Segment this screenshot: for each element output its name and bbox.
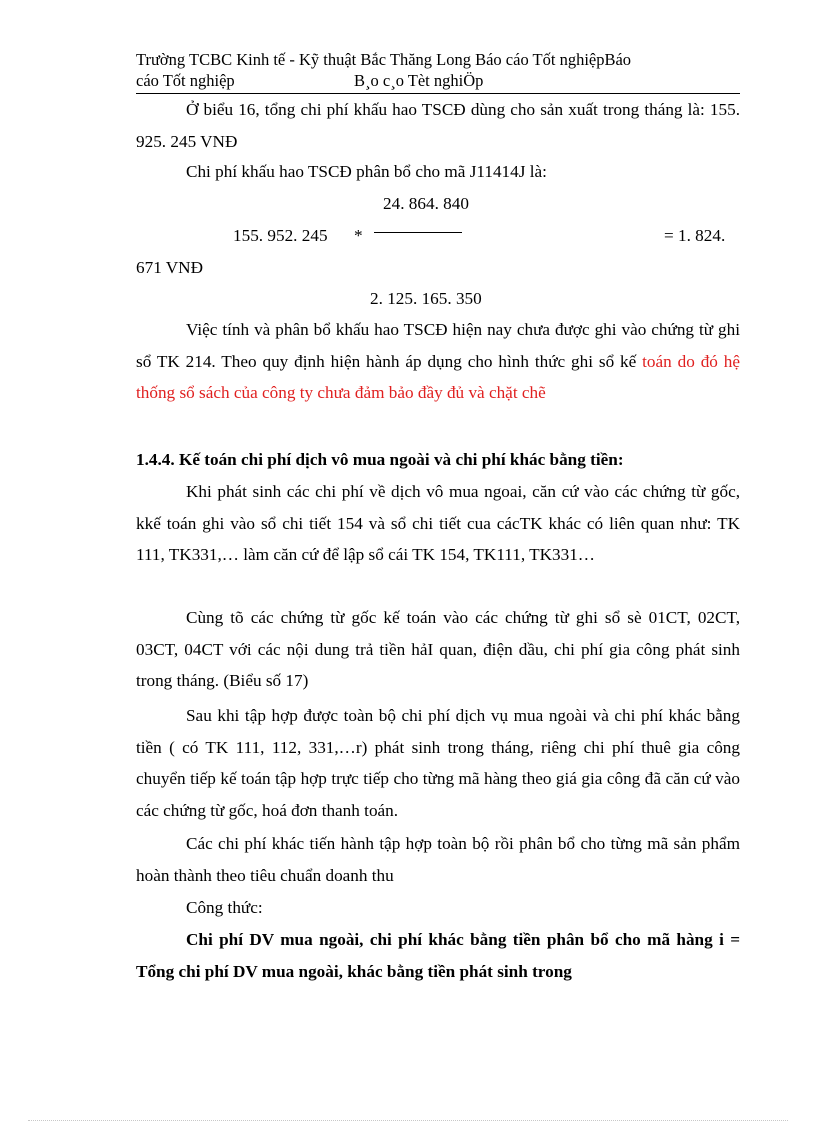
paragraph-tk214-note	[136, 314, 740, 409]
formula-multiplicand: 155. 952. 245	[233, 226, 328, 245]
page-header-line-1: Trường TCBC Kinh tế - Kỹ thuật Bắc Thăng Long Báo cáo Tốt nghiệpBáo	[136, 50, 632, 69]
formula-result: = 1. 824.	[664, 226, 726, 245]
formula-fraction-bar	[374, 232, 462, 233]
highlighted-warning-text: toán do đó hệ thống sổ sách của công ty chưa đảm bảo đầy đủ và chặt chẽ	[136, 351, 740, 402]
paragraph-depreciation-allocation: Chi phí khấu hao TSCĐ phân bổ cho mã J11414J là:	[186, 162, 547, 181]
paragraph-source-documents: Cùng tõ các chứng từ gốc kế toán vào các chứng từ ghi sổ sè 01CT, 02CT, 03CT, 04CT với các nội dung trả tiền hảI quan, điện dầu, chi phí gia công phát sinh trong tháng. (Biểu số 17)	[136, 608, 740, 690]
section-heading-1-4-4: 1.4.4. Kế toán chi phí dịch vô mua ngoài và chi phí khác bằng tiền:	[136, 450, 624, 469]
paragraph-allocation-formula: Chi phí DV mua ngoài, chi phí khác bằng tiền phân bổ cho mã hàng i = Tổng chi phí DV mua ngoài, khác bằng tiền phát sinh trong	[136, 930, 740, 981]
paragraph-external-services: Khi phát sinh các chi phí về dịch vô mua ngoai, căn cứ vào các chứng từ gốc, kkế toán ghi vào sổ chi tiết 154 và sổ chi tiết cua cácTK khác có liên quan như: TK 111, TK331,… làm căn cứ để lập sổ cái TK 154, TK111, TK331…	[136, 482, 740, 564]
page-bottom-border	[28, 1120, 788, 1121]
page-header-line-2-text: cáo Tốt nghiệp	[136, 71, 235, 90]
formula-operator: *	[354, 226, 363, 245]
formula-numerator: 24. 864. 840	[383, 194, 469, 213]
paragraph-cost-aggregation: Sau khi tập hợp được toàn bộ chi phí dịch vụ mua ngoài và chi phí khác bằng tiền ( có TK 111, 112, 331,…r) phát sinh trong tháng, riêng chi phí thuê gia công chuyển tiếp kế toán tập hợp trực tiếp cho từng mã hàng theo giá gia công đã căn cứ vào các chứng từ gốc, hoá đơn thanh toán.	[136, 706, 740, 820]
paragraph-depreciation-total: Ở biểu 16, tổng chi phí khấu hao TSCĐ dùng cho sản xuất trong tháng là: 155. 925. 245 VNĐ	[136, 100, 740, 151]
formula-denominator: 2. 125. 165. 350	[370, 289, 482, 308]
paragraph-other-costs: Các chi phí khác tiến hành tập hợp toàn bộ rồi phân bổ cho từng mã sản phẩm hoàn thành theo tiêu chuẩn doanh thu	[136, 834, 740, 885]
formula-result-continued: 671 VNĐ	[136, 258, 204, 277]
paragraph-tk214-text: Việc tính và phân bổ khấu hao TSCĐ hiện nay chưa được ghi vào chứng từ ghi sổ TK 214. Theo quy định hiện hành áp dụng cho hình thức ghi sổ kế	[136, 320, 740, 371]
page-header-line-2	[136, 71, 484, 91]
paragraph-formula-label: Công thức:	[186, 898, 263, 917]
page-header-garbled-text: B¸o c¸o Tèt nghiÖp	[354, 71, 484, 90]
